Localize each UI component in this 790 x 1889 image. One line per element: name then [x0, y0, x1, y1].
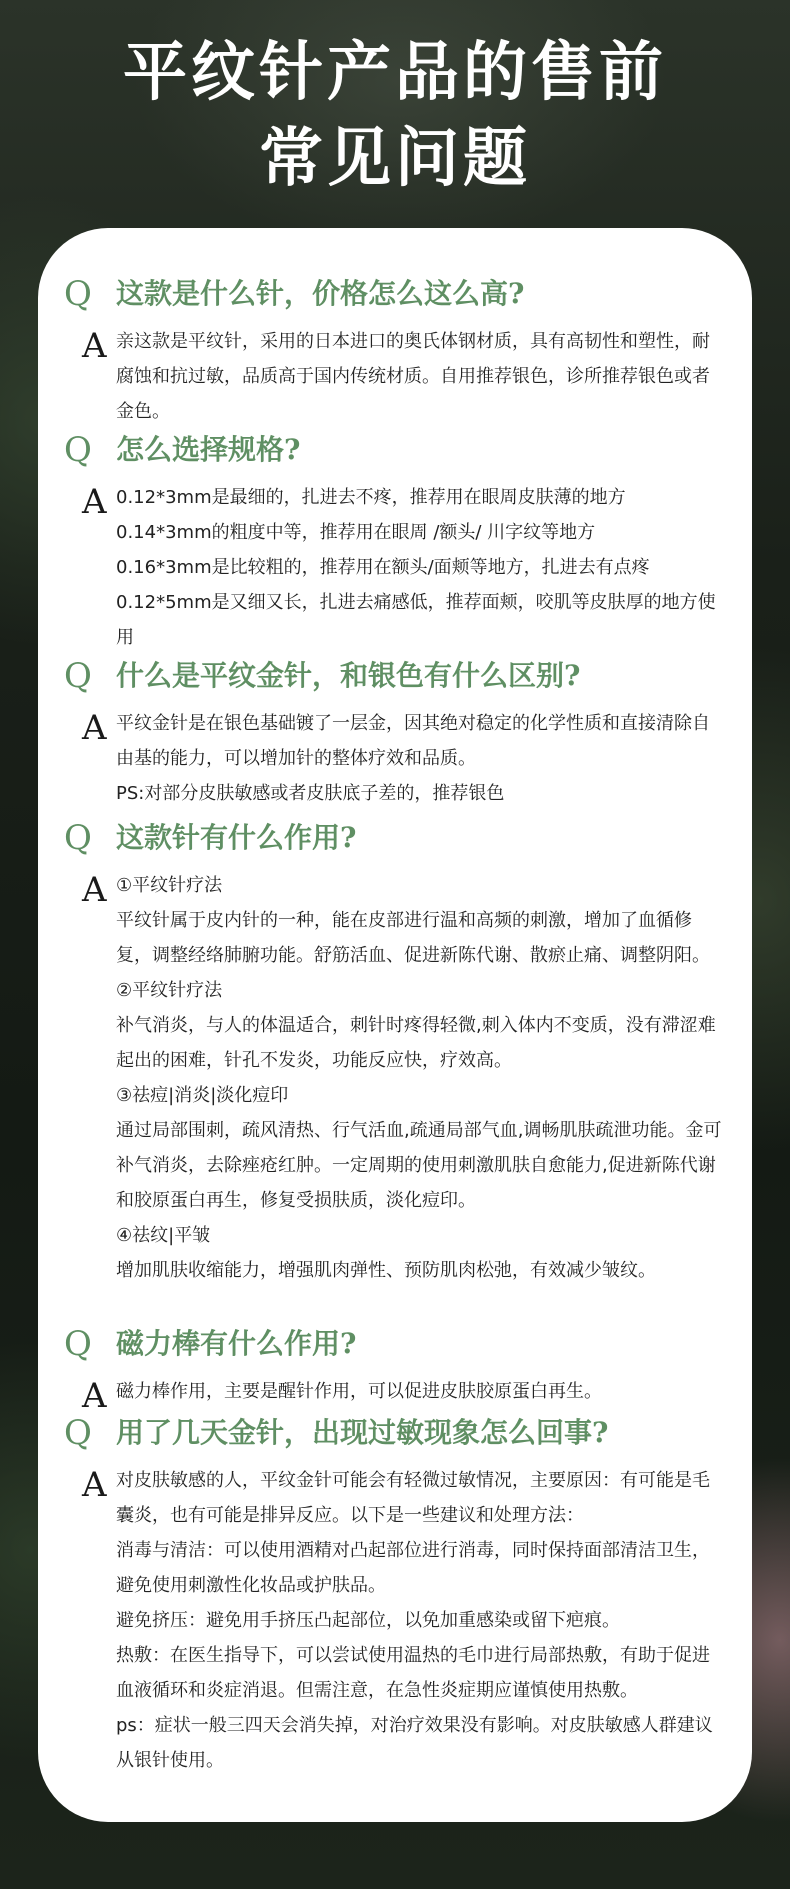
answer-paragraph: ps：症状一般三四天会消失掉，对治疗效果没有影响。对皮肤敏感人群建议从银针使用。	[116, 1715, 713, 1771]
answer-block	[38, 324, 752, 429]
q-marker: Q	[64, 656, 92, 696]
answer-paragraph: 0.12*5mm是又细又长，扎进去痛感低，推荐面颊，咬肌等皮肤厚的地方使用	[116, 592, 716, 648]
answer-subheading: ②平纹针疗法	[116, 980, 223, 1001]
answer-paragraph: 平纹针属于皮内针的一种，能在皮部进行温和高频的刺激，增加了血循修复，调整经络肺腑功能。舒筋活血、促进新陈代谢、散瘀止痛、调整阴阳。	[116, 910, 710, 966]
answer-subheading: ③祛痘|消炎|淡化痘印	[116, 1085, 289, 1106]
answer-block	[38, 480, 752, 655]
answer-subheading: ④祛纹|平皱	[116, 1225, 211, 1246]
faq-item	[38, 1322, 752, 1416]
a-marker: A	[82, 1465, 107, 1505]
q-marker: Q	[64, 430, 92, 470]
answer-paragraph: 0.16*3mm是比较粗的，推荐用在额头/面颊等地方，扎进去有点疼	[116, 557, 650, 578]
question-text: 磁力棒有什么作用?	[116, 1327, 357, 1360]
answer-text	[116, 1463, 726, 1778]
question-row	[38, 428, 752, 472]
q-marker: Q	[64, 1324, 92, 1364]
faq-item	[38, 428, 752, 655]
answer-block	[38, 868, 752, 1288]
answer-text	[116, 706, 726, 811]
answer-paragraph: 补气消炎，与人的体温适合，刺针时疼得轻微,刺入体内不变质，没有滞涩难起出的困难，针孔不发炎，功能反应快，疗效高。	[116, 1015, 716, 1071]
answer-text	[116, 1374, 726, 1409]
question-row	[38, 654, 752, 698]
faq-item	[38, 1411, 752, 1778]
answer-block	[38, 1374, 752, 1416]
answer-paragraph: 平纹金针是在银色基础镀了一层金，因其绝对稳定的化学性质和直接清除自由基的能力，可以增加针的整体疗效和品质。	[116, 713, 710, 769]
question-row	[38, 816, 752, 860]
answer-paragraph: 磁力棒作用，主要是醒针作用，可以促进皮肤胶原蛋白再生。	[116, 1381, 602, 1402]
answer-subheading: ①平纹针疗法	[116, 875, 223, 896]
question-text: 怎么选择规格?	[116, 433, 301, 466]
question-row	[38, 272, 752, 316]
faq-item	[38, 272, 752, 429]
answer-paragraph: 对皮肤敏感的人，平纹金针可能会有轻微过敏情况，主要原因：有可能是毛囊炎，也有可能是排异反应。以下是一些建议和处理方法：	[116, 1470, 710, 1526]
answer-paragraph: 避免挤压：避免用手挤压凸起部位，以免加重感染或留下疤痕。	[116, 1610, 620, 1631]
page-title-line-1: 平纹针产品的售前	[123, 35, 667, 110]
question-row	[38, 1411, 752, 1455]
a-marker: A	[82, 1376, 107, 1416]
question-text: 这款是什么针，价格怎么这么高?	[116, 277, 525, 310]
question-row	[38, 1322, 752, 1366]
answer-text	[116, 868, 726, 1288]
answer-block	[38, 1463, 752, 1778]
answer-paragraph: 通过局部围刺，疏风清热、行气活血,疏通局部气血,调畅肌肤疏泄功能。金可补气消炎，去除痤疮红肿。一定周期的使用刺激肌肤自愈能力,促进新陈代谢和胶原蛋白再生，修复受损肤质，淡化痘印。	[116, 1120, 722, 1211]
answer-paragraph: 0.14*3mm的粗度中等，推荐用在眼周 /额头/ 川字纹等地方	[116, 522, 596, 543]
q-marker: Q	[64, 274, 92, 314]
a-marker: A	[82, 870, 107, 910]
a-marker: A	[82, 482, 107, 522]
question-text: 用了几天金针，出现过敏现象怎么回事?	[116, 1416, 609, 1449]
faq-item	[38, 654, 752, 811]
q-marker: Q	[64, 818, 92, 858]
faq-card	[38, 228, 752, 1822]
answer-paragraph: 增加肌肤收缩能力，增强肌肉弹性、预防肌肉松弛，有效减少皱纹。	[116, 1260, 656, 1281]
answer-paragraph: 0.12*3mm是最细的，扎进去不疼，推荐用在眼周皮肤薄的地方	[116, 487, 626, 508]
answer-paragraph: 热敷：在医生指导下，可以尝试使用温热的毛巾进行局部热敷，有助于促进血液循环和炎症消退。但需注意，在急性炎症期应谨慎使用热敷。	[116, 1645, 710, 1701]
page-title	[0, 30, 790, 202]
answer-text	[116, 324, 726, 429]
answer-paragraph: PS:对部分皮肤敏感或者皮肤底子差的，推荐银色	[116, 783, 505, 804]
a-marker: A	[82, 708, 107, 748]
answer-paragraph: 消毒与清洁：可以使用酒精对凸起部位进行消毒，同时保持面部清洁卫生，避免使用刺激性化妆品或护肤品。	[116, 1540, 710, 1596]
a-marker: A	[82, 326, 107, 366]
q-marker: Q	[64, 1413, 92, 1453]
faq-item	[38, 816, 752, 1288]
answer-text	[116, 480, 726, 655]
page-title-line-2: 常见问题	[259, 121, 531, 196]
answer-block	[38, 706, 752, 811]
question-text: 这款针有什么作用?	[116, 821, 357, 854]
question-text: 什么是平纹金针，和银色有什么区别?	[116, 659, 581, 692]
answer-paragraph: 亲这款是平纹针，采用的日本进口的奥氏体钢材质，具有高韧性和塑性，耐腐蚀和抗过敏，品质高于国内传统材质。自用推荐银色，诊所推荐银色或者金色。	[116, 331, 710, 422]
